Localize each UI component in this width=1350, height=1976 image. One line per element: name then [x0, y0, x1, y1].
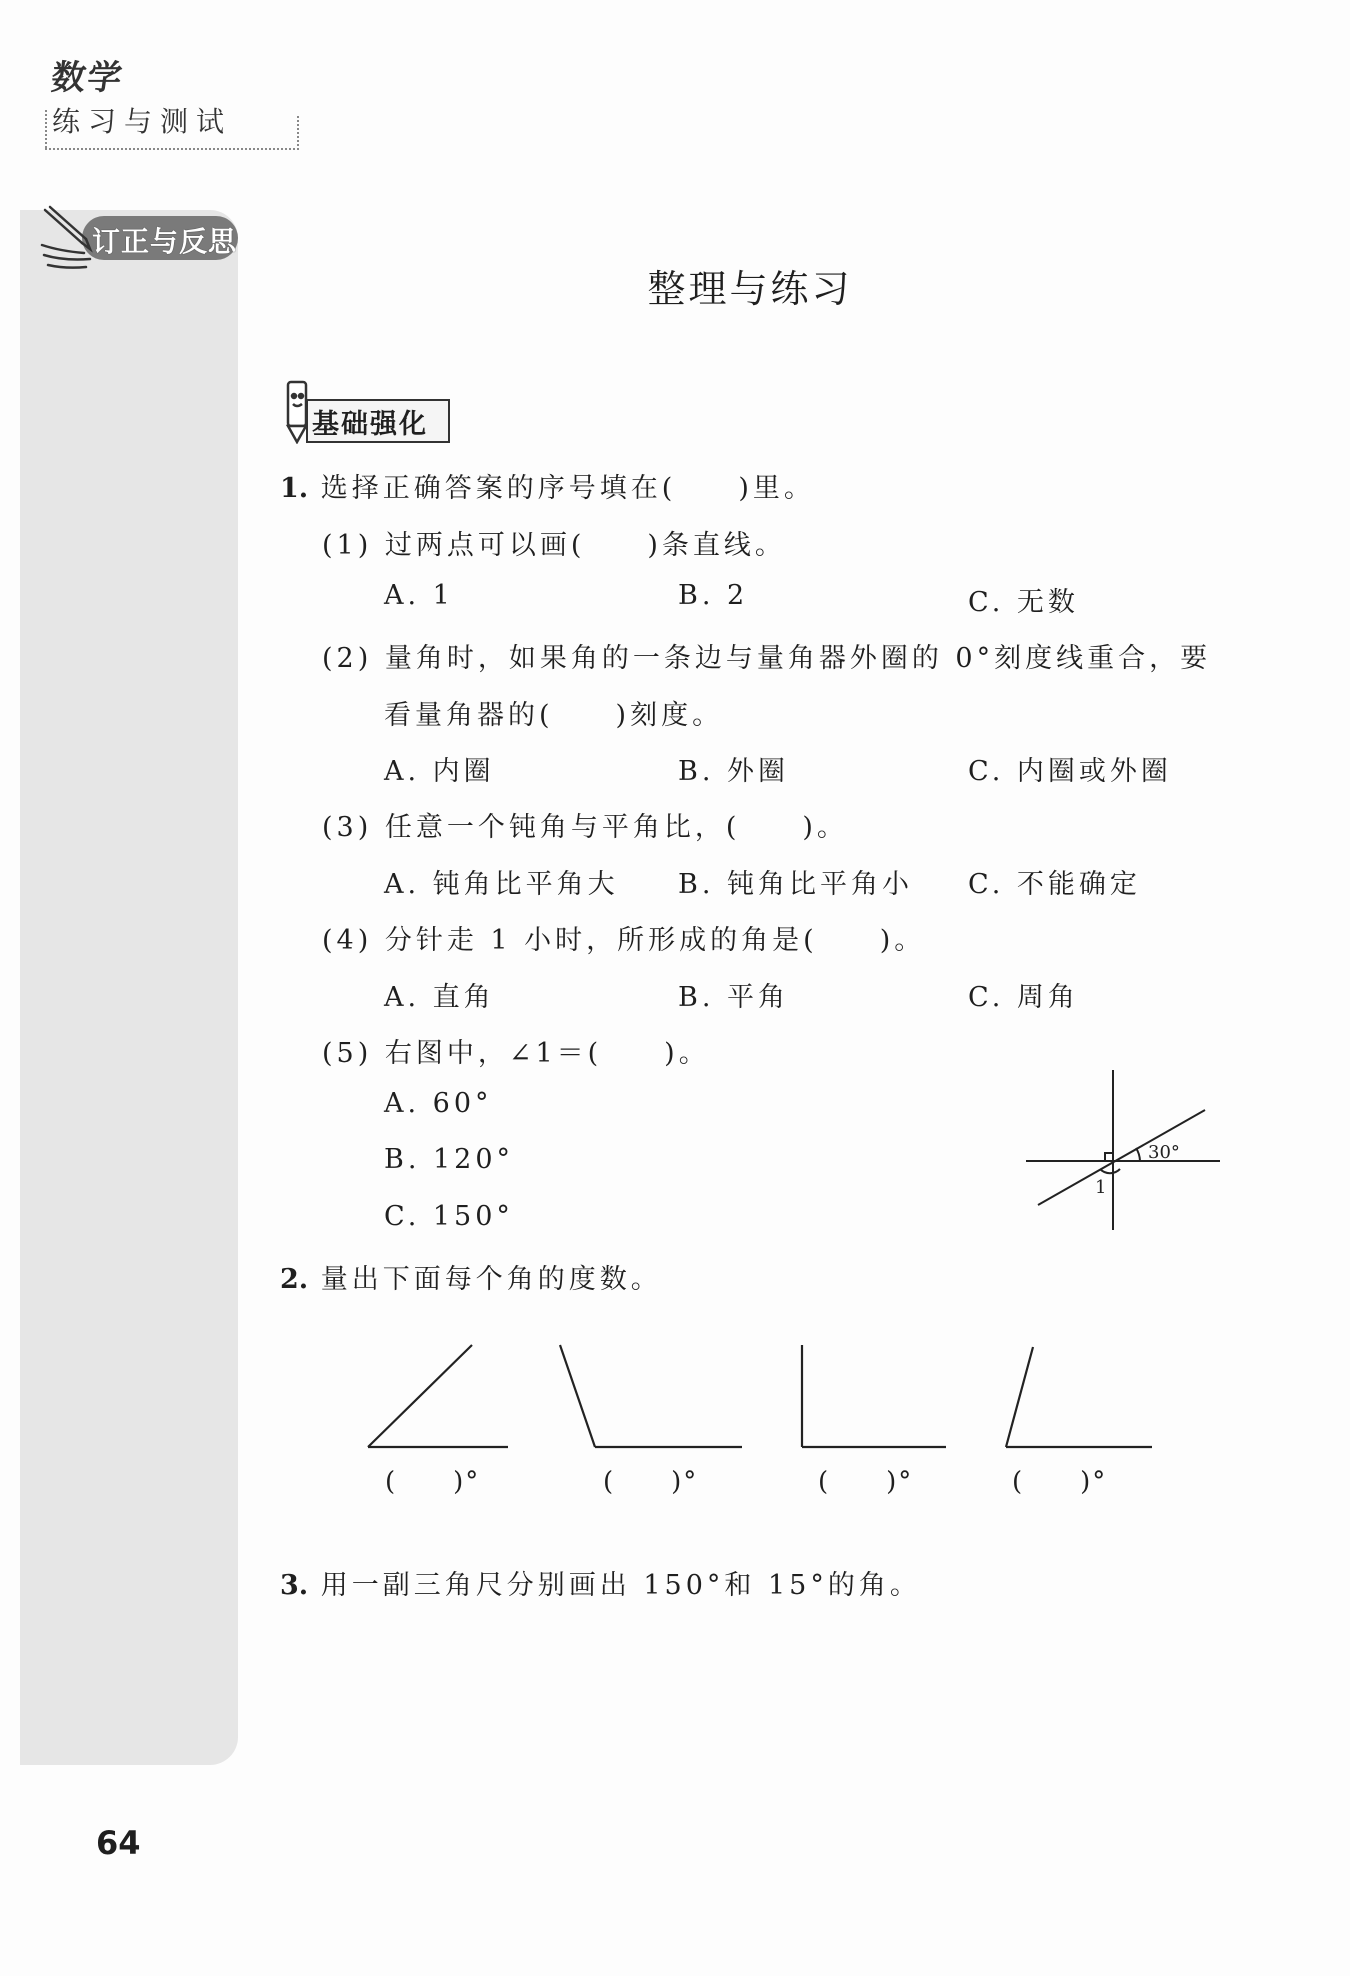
q1-item-4-option-a: A. 直角: [384, 982, 495, 1013]
q1-item-2-stem: (2) 量角时，如果角的一条边与量角器外圈的 0°刻度线重合，要: [322, 643, 1212, 674]
book-subject: 数学: [48, 58, 127, 98]
angle-figure-3: [802, 1345, 946, 1447]
question-number: 3.: [280, 1570, 309, 1601]
header-dotted-frame: [45, 116, 299, 150]
q1-item-1-stem: (1) 过两点可以画( )条直线。: [322, 530, 786, 561]
angle-figure-4: [1006, 1347, 1152, 1447]
angle-figures: [350, 1325, 1170, 1465]
question-1: [280, 466, 815, 505]
q1-item-1-option-c: C. 无数: [968, 587, 1079, 618]
angle-1-label: 1: [1095, 1177, 1107, 1198]
intersecting-lines-figure: [1020, 1065, 1230, 1235]
q1-item-2-option-b: B. 外圈: [678, 756, 790, 787]
book-title: 练习与测试: [52, 105, 233, 138]
q1-item-1-option-b: B. 2: [678, 580, 749, 611]
angle-4-answer-blank[interactable]: ( )°: [1012, 1467, 1108, 1497]
q1-item-5-option-a: A. 60°: [384, 1088, 493, 1119]
angle-figure-1: [368, 1345, 508, 1447]
q1-item-4-option-c: C. 周角: [968, 982, 1079, 1013]
angle-3-answer-blank[interactable]: ( )°: [818, 1467, 914, 1497]
question-2: [280, 1257, 662, 1296]
angle-1-answer-blank[interactable]: ( )°: [385, 1467, 481, 1497]
q1-item-2-stem-continued: 看量角器的( )刻度。: [384, 700, 724, 731]
question-3: [280, 1563, 921, 1602]
q1-item-5-option-c: C. 150°: [384, 1201, 514, 1232]
page-number: 64: [96, 1824, 141, 1862]
q1-item-3-option-c: C. 不能确定: [968, 869, 1141, 900]
right-angle-marker: [1105, 1153, 1113, 1161]
question-text: 量出下面每个角的度数。: [320, 1264, 662, 1295]
slanted-line: [1038, 1110, 1205, 1205]
angle-figure-2: [560, 1345, 742, 1447]
q1-item-3-stem: (3) 任意一个钝角与平角比，( )。: [322, 812, 848, 843]
sidebar-tag-label: 订正与反思: [92, 225, 238, 258]
question-number: 1.: [280, 473, 309, 504]
q1-item-3-option-b: B. 钝角比平角小: [678, 869, 914, 900]
correction-sidebar: [20, 210, 238, 1765]
header-dotted-frame-left: [45, 110, 49, 148]
page-title: 整理与练习: [647, 267, 853, 311]
angle-1-arc: [1100, 1169, 1120, 1173]
q1-item-2-option-a: A. 内圈: [384, 756, 495, 787]
q1-item-1-option-a: A. 1: [384, 580, 454, 611]
question-text: 选择正确答案的序号填在( )里。: [320, 473, 815, 504]
section-label: 基础强化: [312, 409, 428, 440]
question-text: 用一副三角尺分别画出 150°和 15°的角。: [320, 1570, 921, 1601]
angle-30-arc: [1136, 1148, 1140, 1161]
q1-item-5-stem: (5) 右图中，∠1＝( )。: [322, 1038, 710, 1069]
q1-item-3-option-a: A. 钝角比平角大: [384, 869, 619, 900]
question-number: 2.: [280, 1264, 309, 1295]
q1-item-2-option-c: C. 内圈或外圈: [968, 756, 1172, 787]
q1-item-4-option-b: B. 平角: [678, 982, 790, 1013]
angle-30-label: 30°: [1148, 1142, 1180, 1163]
angle-2-answer-blank[interactable]: ( )°: [603, 1467, 699, 1497]
q1-item-4-stem: (4) 分针走 1 小时，所形成的角是( )。: [322, 925, 926, 956]
q1-item-5-option-b: B. 120°: [384, 1144, 515, 1175]
